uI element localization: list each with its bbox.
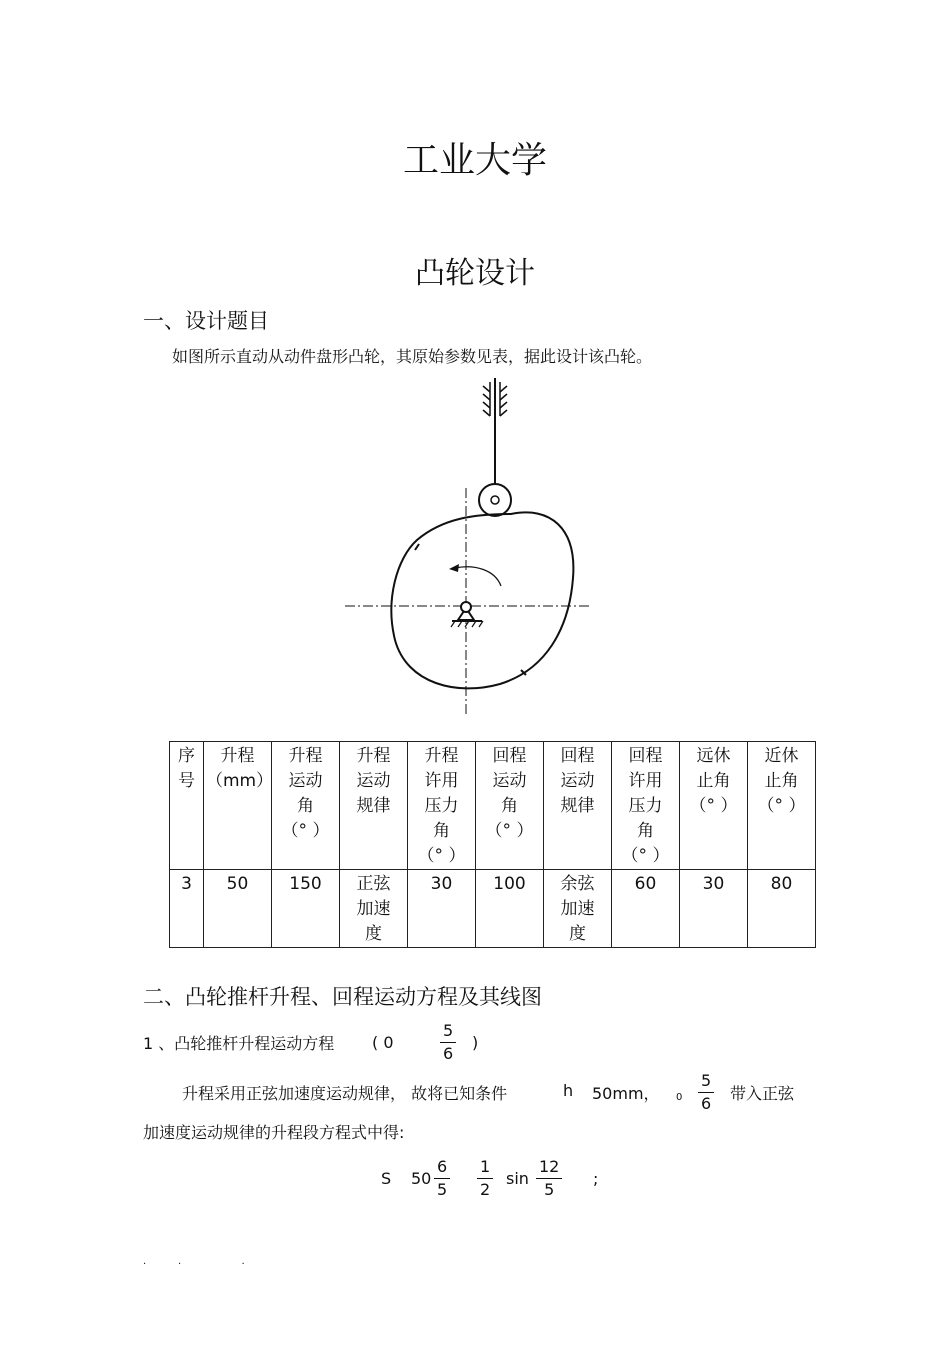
item1-label: 1 、凸轮推杆升程运动方程 [143,1034,335,1053]
h-value: 50mm， [592,1084,660,1103]
table-header-cell: 回程 运动 规律 [544,742,612,870]
cam-mechanism-diagram [335,378,600,718]
eq-s: S [381,1169,392,1188]
table-cell: 60 [612,870,680,948]
table-cell: 150 [272,870,340,948]
table-row [170,870,816,948]
eq-semicolon: ; [593,1169,599,1188]
table-cell: 正弦 加速 度 [340,870,408,948]
phi0-subscript: 0 [676,1092,683,1103]
table-cell: 余弦 加速 度 [544,870,612,948]
section1-heading: 一、设计题目 [143,309,269,333]
table-cell: 50 [204,870,272,948]
table-cell: 100 [476,870,544,948]
table-header-row [170,742,816,870]
page-title: 工业大学 [402,140,547,181]
para-a: 升程采用正弦加速度运动规律， 故将已知条件 [182,1084,508,1103]
eq-fraction-6-5: $\frac{6}{5}$ [434,1156,450,1201]
table-cell: 30 [680,870,748,948]
eq-50: 50 [411,1169,432,1188]
h-symbol: h [563,1081,574,1100]
table-header-cell: 近休 止角 （° ） [748,742,816,870]
table-header-cell: 升程 （mm） [204,742,272,870]
eq-fraction-12-5: $\frac{12}{5}$ [536,1156,562,1201]
table-cell: 80 [748,870,816,948]
table-header-cell: 升程 运动 规律 [340,742,408,870]
para-b: 带入正弦 [730,1084,795,1103]
fraction-5-6-b: $\frac{5}{6}$ [698,1070,714,1115]
cam-profile [391,512,573,688]
eq-fraction-1-2: $\frac{1}{2}$ [477,1156,493,1201]
table-header-cell: 回程 运动 角 （° ） [476,742,544,870]
rotation-arrow [455,567,501,586]
document-subtitle: 凸轮设计 [415,256,535,291]
item1-open: ( 0 [372,1033,394,1052]
footer-dots: . . . [143,1256,245,1267]
table-header-cell: 回程 许用 压力 角 （° ） [612,742,680,870]
para-c: 加速度运动规律的升程段方程式中得: [143,1123,405,1142]
eq-sin: sin [506,1169,529,1188]
table-cell: 3 [170,870,204,948]
section2-heading: 二、凸轮推杆升程、回程运动方程及其线图 [143,985,542,1009]
parameter-table [169,741,816,948]
item1-close: ) [472,1033,479,1052]
table-header-cell: 序 号 [170,742,204,870]
table-header-cell: 升程 运动 角 （° ） [272,742,340,870]
table-header-cell: 升程 许用 压力 角 （° ） [408,742,476,870]
section1-intro: 如图所示直动从动件盘形凸轮，其原始参数见表，据此设计该凸轮。 [172,347,653,366]
roller-pin [491,496,499,504]
fraction-5-6: $\frac{5}{6}$ [440,1020,456,1065]
table-header-cell: 远休 止角 （° ） [680,742,748,870]
table-cell: 30 [408,870,476,948]
